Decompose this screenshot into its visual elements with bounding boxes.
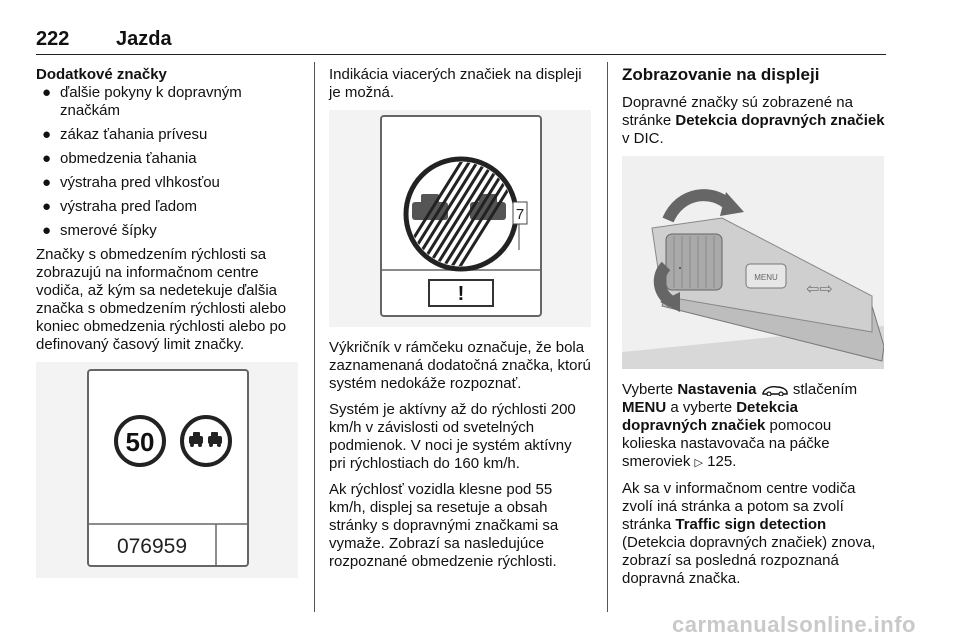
list-item: ● výstraha pred ľadom bbox=[42, 198, 197, 215]
bullet-icon: ● bbox=[42, 126, 52, 143]
list-item: ● obmedzenia ťahania bbox=[42, 150, 197, 167]
bullet-icon: ● bbox=[42, 198, 52, 215]
body-paragraph: Značky s obmedzením rýchlosti sa zobrazujú na informačnom centre vodiča, až kým sa nedetekuje ďalšia značka s obmedzením rýchlosti alebo koniec obmedzenia rýchlosti alebo po definovaný časový limit značky. bbox=[36, 246, 287, 353]
body-paragraph: Vyberte Nastavenia stlačením MENU a vyberte Detekcia dopravných značiek pomocou kolieska nastavovača na páčke smeroviek ▷ 125. bbox=[622, 381, 858, 470]
column-divider-2 bbox=[607, 62, 608, 612]
list-item: ● zákaz ťahania prívesu bbox=[42, 126, 208, 143]
menu-label: MENU bbox=[754, 273, 778, 282]
page-header bbox=[36, 28, 886, 50]
body-paragraph: Výkričník v rámčeku označuje, že bola zaznamenaná dodatočná značka, ktorú systém nedokáže rozpoznať. bbox=[329, 339, 591, 392]
figure-end-restriction-display bbox=[329, 110, 591, 327]
body-paragraph: Indikácia viacerých značiek na displeji je možná. bbox=[329, 66, 582, 101]
no-overtaking-sign-icon bbox=[182, 417, 230, 465]
car-settings-icon bbox=[761, 384, 789, 396]
column-2 bbox=[329, 66, 591, 579]
list-item: ● výstraha pred vlhkosťou bbox=[42, 174, 220, 191]
column-1 bbox=[36, 66, 300, 578]
exclamation-box-icon bbox=[429, 280, 493, 306]
column-divider-1 bbox=[314, 62, 315, 612]
page-number: 222 bbox=[36, 28, 70, 50]
body-paragraph: Systém je aktívny až do rýchlosti 200 km/h v závislosti od svetelných podmienok. V noci je systém aktívny pri rýchlostiach do 160 km/h. bbox=[329, 401, 576, 472]
body-paragraph: Dopravné značky sú zobrazené na stránke Detekcia dopravných značiek v DIC. bbox=[622, 94, 885, 147]
image-code: 076959 bbox=[116, 535, 188, 558]
list-item: ● smerové šípky bbox=[42, 222, 157, 239]
header-rule bbox=[36, 54, 886, 55]
figure-speed-sign-display bbox=[36, 362, 298, 578]
display-illustration bbox=[36, 362, 298, 578]
column-3 bbox=[622, 66, 886, 596]
bullet-icon: ● bbox=[42, 150, 52, 167]
body-paragraph: Ak sa v informačnom centre vodiča zvolí iná stránka a potom sa zvolí stránka Traffic sign detection (Detekcia dopravných značiek) znova, zobrazí sa posledná rozpoznaná dopravná značka. bbox=[622, 480, 876, 587]
svg-text:!: ! bbox=[457, 283, 465, 305]
headlamp-symbol-icon: ⇦⇨ bbox=[806, 279, 833, 298]
section-heading: Dodatkové značky bbox=[36, 66, 167, 83]
bullet-list bbox=[36, 84, 300, 240]
page-reference-arrow-icon: ▷ bbox=[694, 457, 703, 469]
list-item: ● ďalšie pokyny k dopravným značkám bbox=[42, 84, 242, 119]
section-heading: Zobrazovanie na displeji bbox=[622, 65, 820, 84]
bullet-icon: ● bbox=[42, 84, 52, 101]
bullet-icon: ● bbox=[42, 174, 52, 191]
figure-turn-signal-lever bbox=[622, 156, 884, 369]
display-illustration bbox=[329, 110, 591, 327]
chapter-title: Jazda bbox=[116, 28, 172, 50]
watermark: carmanualsonline.info bbox=[672, 612, 916, 637]
bullet-icon: ● bbox=[42, 222, 52, 239]
body-paragraph: Ak rýchlosť vozidla klesne pod 55 km/h, displej sa resetuje a obsah stránky s dopravnými značkami sa vymaže. Zobrazí sa nasledujúce rozpoznané obmedzenie rýchlosti. bbox=[329, 481, 559, 570]
svg-text:7: 7 bbox=[515, 206, 525, 223]
speed-value: 50 bbox=[125, 427, 155, 457]
lever-illustration bbox=[622, 156, 884, 369]
